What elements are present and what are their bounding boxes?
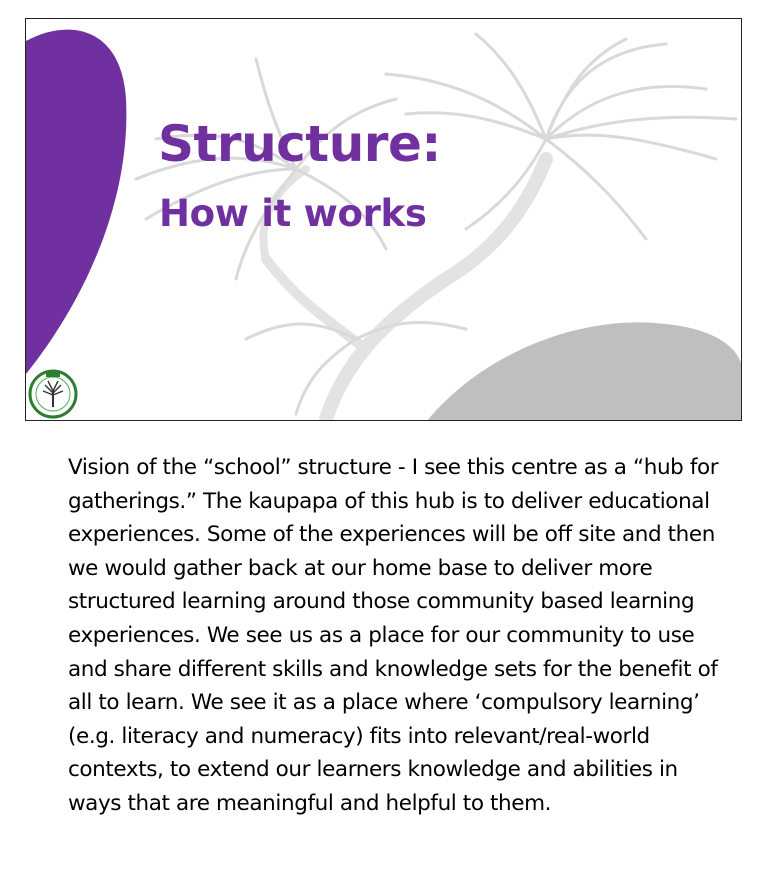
slide-thumbnail: [25, 18, 742, 421]
school-logo-icon: [28, 369, 78, 419]
slide-subtitle: How it works: [159, 192, 427, 235]
grey-corner-shape: [426, 322, 742, 421]
speaker-notes: Vision of the “school” structure - I see this centre as a “hub for gatherings.” The kaupapa of this hub is to deliver educational experiences. Some of the experiences will be off site and then we would gather back at our home base to deliver more structured learning around those community based learning experiences. We see us as a place for our community to use and share different skills and knowledge sets for the benefit of all to learn. We see it as a place where ‘compulsory learning’ (e.g. literacy and numeracy) fits into relevant/real-world contexts, to extend our learners knowledge and abilities in ways that are meaningful and helpful to them.: [68, 455, 719, 816]
purple-side-shape: [26, 30, 126, 374]
slide-title: Structure:: [158, 115, 441, 173]
